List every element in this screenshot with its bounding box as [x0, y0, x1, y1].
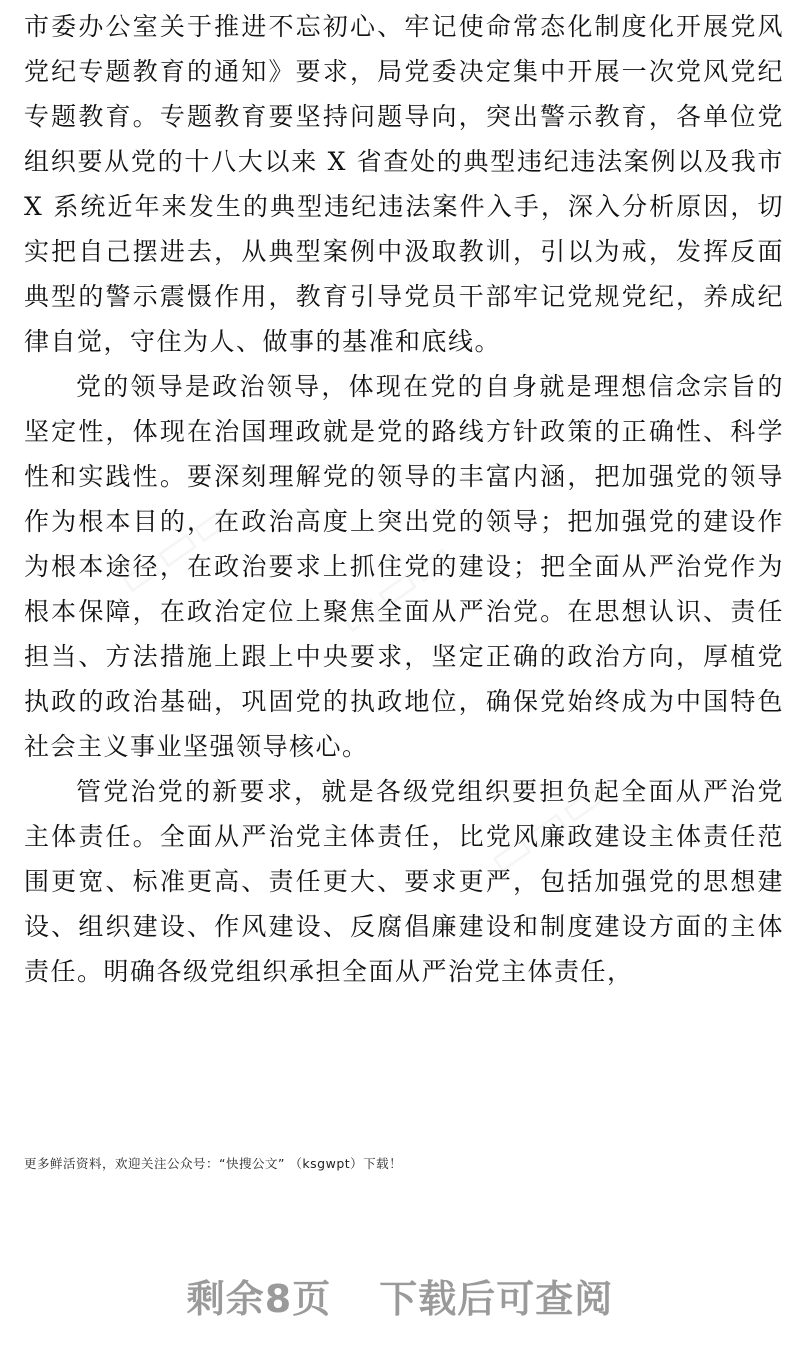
footer-promo-note: 更多鲜活资料，欢迎关注公众号：“快搜公文” （ksgwpt）下载！	[24, 1156, 403, 1171]
watermark-decoration: ▭▭▭	[326, 527, 465, 647]
document-body	[24, 4, 784, 994]
paragraph: 党的领导是政治领导，体现在党的自身就是理想信念宗旨的坚定性，体现在治国理政就是党的路线方针政策的正确性、科学性和实践性。要深刻理解党的领导的丰富内涵，把加强党的领导作为根本目的，在政治高度上突出党的领导；把加强党的建设作为根本途径，在政治要求上抓住党的建设；把全面从严治党作为根本保障，在政治定位上聚焦全面从严治党。在思想认识、责任担当、方法措施上跟上中央要求，坚定正确的政治方向，厚植党执政的政治基础，巩固党的执政地位，确保党始终成为中国特色社会主义事业坚强领导核心。	[24, 372, 784, 761]
download-banner[interactable]	[0, 1268, 800, 1323]
paragraph: 管党治党的新要求，就是各级党组织要担负起全面从严治党主体责任。全面从严治党主体责任，比党风廉政建设主体责任范围更宽、标准更高、责任更大、要求更严，包括加强党的思想建设、组织建设、作风建设、反腐倡廉建设和制度建设方面的主体责任。明确各级党组织承担全面从严治党主体责任，	[24, 777, 784, 986]
paragraph: 市委办公室关于推进不忘初心、牢记使命常态化制度化开展党风党纪专题教育的通知》要求，局党委决定集中开展一次党风党纪专题教育。专题教育要坚持问题导向，突出警示教育，各单位党组织要从党的十八大以来 X 省查处的典型违纪违法案例以及我市 X 系统近年来发生的典型违纪违法案件入手，深入分析原因，切实把自己摆进去，从典型案例中汲取教训，引以为戒，发挥反面典型的警示震慑作用，教育引导党员干部牢记党规党纪，养成纪律自觉，守住为人、做事的基准和底线。	[24, 12, 784, 356]
download-hint-label[interactable]: 下载后可查阅	[379, 1277, 614, 1321]
remaining-pages-label[interactable]: 剩余8页	[186, 1277, 332, 1321]
watermark-decoration: ▭▭▭	[106, 487, 245, 607]
watermark-decoration: ▭▭▭	[476, 767, 615, 887]
